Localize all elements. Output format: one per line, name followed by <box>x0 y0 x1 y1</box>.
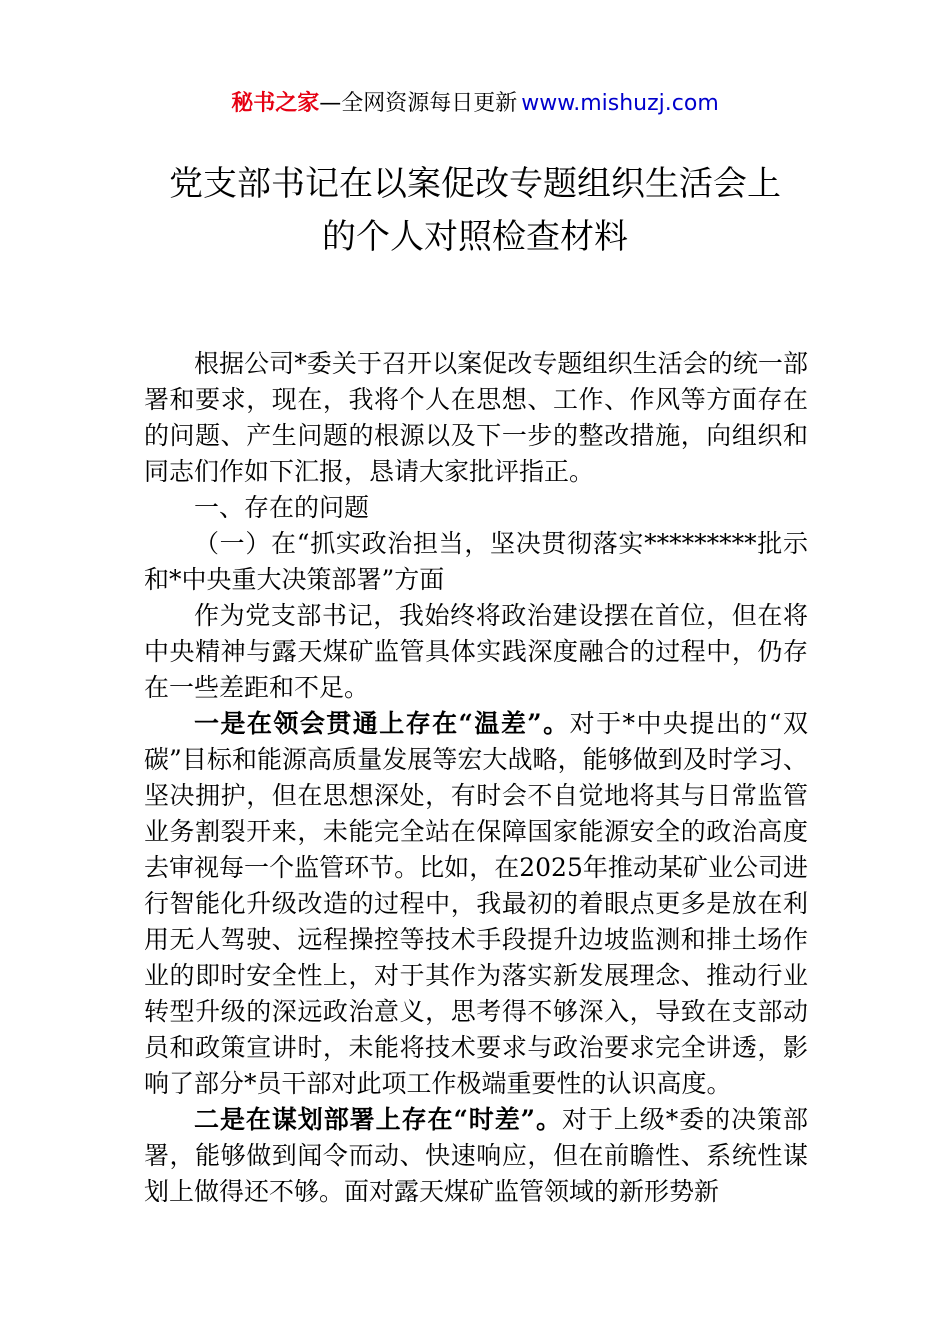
paragraph-1: 作为党支部书记，我始终将政治建设摆在首位，但在将中央精神与露天煤矿监管具体实践深度融合的过程中，仍存在一些差距和不足。 <box>144 601 808 702</box>
title-line-1: 党支部书记在以案促改专题组织生活会上 <box>169 164 781 204</box>
point-2-paragraph <box>144 1102 808 1210</box>
point-1-text: 对于*中央提出的“双碳”目标和能源高质量发展等宏大战略，能够做到及时学习、坚决拥护，但在思想深处，有时会不自觉地将其与日常监管业务割裂开来，未能完全站在保障国家能源安全的政治高度去审视每一个监管环节。比如，在2025年推动某矿业公司进行智能化升级改造的过程中，我最初的着眼点更多是放在利用无人驾驶、远程操控等技术手段提升边坡监测和排土场作业的即时安全性上，对于其作为落实新发展理念、推动行业转型升级的深远政治意义，思考得不够深入，导致在支部动员和政策宣讲时，未能将技术要求与政治要求完全讲透，影响了部分*员干部对此项工作极端重要性的认识高度。 <box>144 709 808 1098</box>
point-1-paragraph <box>144 706 808 1102</box>
point-2-lead: 二是在谋划部署上存在“时差”。 <box>194 1105 562 1134</box>
site-url-link[interactable]: www.mishuzj.com <box>521 91 719 116</box>
document-title <box>0 158 950 264</box>
site-brand: 秘书之家 <box>231 91 320 116</box>
intro-paragraph: 根据公司*委关于召开以案促改专题组织生活会的统一部署和要求，现在，我将个人在思想、工作、作风等方面存在的问题、产生问题的根源以及下一步的整改措施，向组织和同志们作如下汇报，恳请大家批评指正。 <box>144 349 808 486</box>
section-heading-problems: 一、存在的问题 <box>194 493 370 522</box>
point-2-text: 对于上级*委的决策部署，能够做到闻令而动、快速响应，但在前瞻性、系统性谋划上做得还不够。面对露天煤矿监管领域的新形势新 <box>144 1105 808 1206</box>
point-1-lead: 一是在领会贯通上存在“温差”。 <box>194 709 570 738</box>
subsection-heading-1: （一）在“抓实政治担当，坚决贯彻落实*********批示和*中央重大决策部署”方面 <box>144 529 808 594</box>
document-body <box>144 346 808 1210</box>
title-line-2: 的个人对照检查材料 <box>322 217 628 257</box>
site-tagline: —全网资源每日更新 <box>319 91 518 116</box>
site-header <box>0 88 950 120</box>
